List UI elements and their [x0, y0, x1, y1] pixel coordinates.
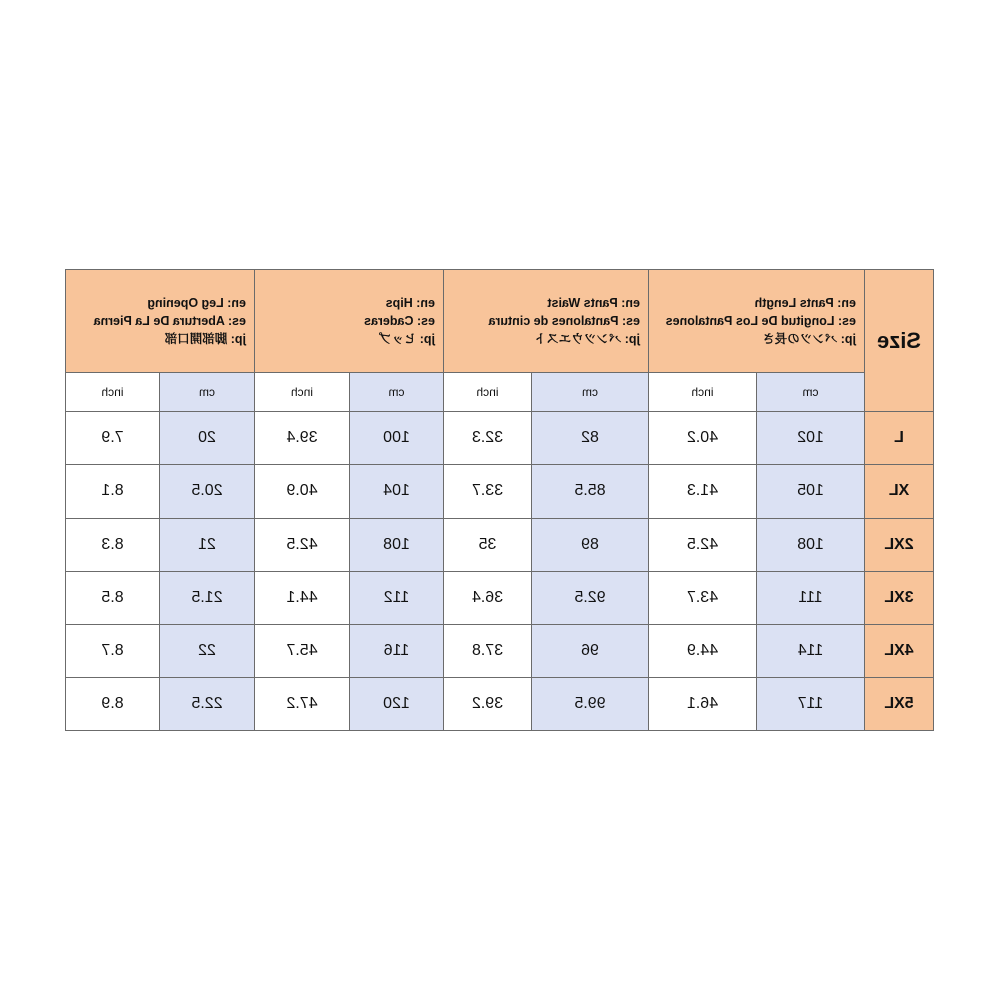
size-cell: 4XL: [865, 624, 934, 677]
value-cell: 8.9: [65, 677, 159, 730]
value-cell: 22.5: [159, 677, 254, 730]
hips-jp: jp: ヒップ: [379, 332, 435, 347]
value-cell: 108: [349, 518, 443, 571]
value-cell: 32.3: [443, 412, 531, 465]
size-cell: 3XL: [865, 571, 934, 624]
size-cell: L: [865, 412, 934, 465]
value-cell: 111: [757, 571, 865, 624]
unit-inch: inch: [443, 373, 531, 412]
value-cell: 7.9: [65, 412, 159, 465]
value-cell: 40.9: [254, 465, 349, 518]
header-row: [65, 270, 933, 373]
hips-es: es: Caderas: [364, 314, 435, 329]
value-cell: 44.9: [648, 624, 756, 677]
size-header: Size: [865, 270, 934, 412]
value-cell: 33.7: [443, 465, 531, 518]
unit-row: [65, 373, 933, 412]
table-row: [65, 518, 933, 571]
value-cell: 108: [757, 518, 865, 571]
size-table: [65, 269, 934, 731]
value-cell: 21: [159, 518, 254, 571]
value-cell: 104: [349, 465, 443, 518]
table-row: [65, 465, 933, 518]
unit-inch: inch: [65, 373, 159, 412]
table-row: [65, 571, 933, 624]
value-cell: 102: [757, 412, 865, 465]
value-cell: 116: [349, 624, 443, 677]
value-cell: 40.2: [648, 412, 756, 465]
pants-length-en: en: Pants Length: [754, 296, 856, 311]
value-cell: 37.8: [443, 624, 531, 677]
value-cell: 8.7: [65, 624, 159, 677]
value-cell: 39.2: [443, 677, 531, 730]
pants-waist-es: es: Pantalones de cintura: [488, 314, 640, 329]
leg-opening-jp: jp: 脚部開口部: [164, 332, 246, 347]
value-cell: 20.5: [159, 465, 254, 518]
table-row: [65, 677, 933, 730]
value-cell: 44.1: [254, 571, 349, 624]
value-cell: 47.2: [254, 677, 349, 730]
value-cell: 41.3: [648, 465, 756, 518]
size-cell: 2XL: [865, 518, 934, 571]
value-cell: 21.5: [159, 571, 254, 624]
table-row: [65, 624, 933, 677]
pants-length-header: [648, 270, 864, 373]
unit-cm: cm: [757, 373, 865, 412]
value-cell: 45.7: [254, 624, 349, 677]
pants-length-es: es: Longitud De Los Pantalones: [665, 314, 856, 329]
value-cell: 120: [349, 677, 443, 730]
value-cell: 8.1: [65, 465, 159, 518]
value-cell: 36.4: [443, 571, 531, 624]
value-cell: 82: [531, 412, 648, 465]
value-cell: 85.5: [531, 465, 648, 518]
value-cell: 8.5: [65, 571, 159, 624]
value-cell: 39.4: [254, 412, 349, 465]
value-cell: 35: [443, 518, 531, 571]
unit-inch: inch: [648, 373, 756, 412]
value-cell: 89: [531, 518, 648, 571]
value-cell: 42.5: [648, 518, 756, 571]
value-cell: 105: [757, 465, 865, 518]
unit-cm: cm: [531, 373, 648, 412]
value-cell: 46.1: [648, 677, 756, 730]
value-cell: 114: [757, 624, 865, 677]
value-cell: 22: [159, 624, 254, 677]
unit-inch: inch: [254, 373, 349, 412]
leg-opening-header: [65, 270, 254, 373]
pants-waist-header: [443, 270, 648, 373]
value-cell: 8.3: [65, 518, 159, 571]
value-cell: 99.5: [531, 677, 648, 730]
size-cell: 5XL: [865, 677, 934, 730]
leg-opening-es: es: Abertura De La Pierna: [93, 314, 246, 329]
value-cell: 20: [159, 412, 254, 465]
value-cell: 100: [349, 412, 443, 465]
table-row: [65, 412, 933, 465]
value-cell: 42.5: [254, 518, 349, 571]
value-cell: 112: [349, 571, 443, 624]
value-cell: 43.7: [648, 571, 756, 624]
leg-opening-en: en: Leg Opening: [147, 296, 246, 311]
value-cell: 96: [531, 624, 648, 677]
hips-header: [254, 270, 443, 373]
value-cell: 92.5: [531, 571, 648, 624]
pants-waist-en: en: Pants Waist: [547, 296, 640, 311]
unit-cm: cm: [349, 373, 443, 412]
pants-waist-jp: jp: パンツウエスト: [533, 332, 640, 347]
unit-cm: cm: [159, 373, 254, 412]
hips-en: en: Hips: [385, 296, 435, 311]
size-cell: XL: [865, 465, 934, 518]
value-cell: 117: [757, 677, 865, 730]
pants-length-jp: jp: パンツの長さ: [762, 332, 856, 347]
size-chart: [66, 269, 934, 731]
